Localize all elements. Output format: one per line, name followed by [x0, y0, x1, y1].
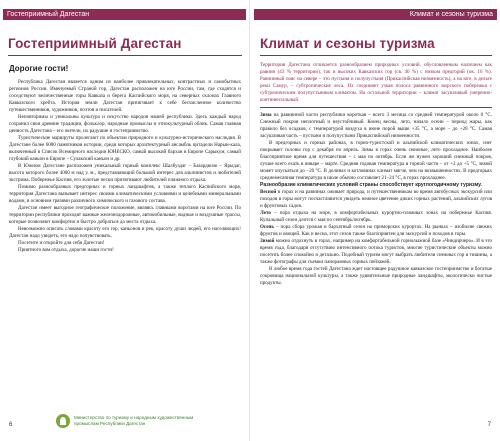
greeting-heading: Дорогие гости!: [9, 64, 69, 73]
paragraph: В Южном Дагестане расположен уникальный горный комплекс Шалбуздаг – Базардюзю – Ярыдаг, высота которого более 4000 м над у. м., представляющий большой интерес для альпинистов и любителей экстрима. Побережье Каспия, его золотые пески притягивают любителей пляжного отдыха.: [9, 163, 241, 183]
paragraph: В любое время года гостей Дагестана ждет настоящее радушное кавказское гостеприимство и богатые сокровища национальной культуры, а также удивительные природные ландшафты, экологически чистые продукты.: [260, 266, 492, 286]
paragraph: Республика Дагестан является одним из наиболее привлекательных, контрастных и самобытных регионов России. Именуемый Страной гор, Дагестан расположен на юге России, там, где сходятся и соседствуют величественные горы Кавказа и берега Каспийского моря, на северных склонах Главного Кавказского хребта. История земли Дагестан притягивает к себе бесчисленное количество путешественников, художников, поэтов и писателей.: [9, 79, 241, 113]
paragraph: Неповторимы и уникальны культура и искусство народов нашей республики. Здесь каждый народ сохранил свои древние традиции, фольклор, народные промыслы и этнокультурный облик. Самая главная ценность Дагестана – его жители, их радушие и гостеприимство.: [9, 114, 241, 134]
running-header-right: Климат и сезоны туризма: [254, 9, 497, 20]
left-column: [9, 62, 241, 254]
paragraph: Зима на равнинной части республики короткая – всего 3 месяца со средней температурой около 0 °С. Снежный покров неплотный и неустойчивый. Конец весны, лето, начало осени – период жары, как правило без осадков, с температурой воздуха в июне порой выше +35 °С, а море – до +28 °С. Самая засушливая часть – пустыни и полупустыни Прикаспийской низменности.: [260, 112, 492, 139]
page-title-left: Гостеприимный Дагестан: [8, 36, 182, 51]
paragraph: В предгорных и горных районах, в горно-туристской и альпийской климатических зонах, снег покрывает склоны гор с декабря по апрель. Зимы в горах очень снежные, лето прохладное. Наиболее благоприятное время для путешествия – с мая по октябрь. Если же нужен хороший снежный покров, лучше всего ехать в январе – марте. Средняя годовая температура в горной части – от +2 до +5 °С, зимой может опускаться до −20 °С. В долинах и котловинах климат мягче, чем на возвышенностях. В предгорьях среднемесячная температура в июле обычно составляет 21–24 °С, в горах прохладнее.: [260, 140, 492, 181]
paragraph: Невозможно описать словами красоту его гор, каньонов и рек, красоту души людей, его населяющих! Дагестан надо увидеть, его надо почувствовать.: [9, 226, 241, 239]
paragraph: Посетите и откройте для себя Дагестан!: [18, 240, 105, 246]
ministry-name: Министерство по туризму и народным художественным промыслам Республики Дагестан: [74, 415, 194, 426]
paragraph: Весной в горах и на равнинах оживает природа, и путешественникам во время автобусных экскурсий или походов в горы могут посчастливится увидеть нежное цветение диких горных растений, альпийских лугов и фруктовых садов.: [260, 189, 492, 209]
paragraph: Помимо разнообразных предгорных и горных ландшафтов, а также теплого Каспийского моря, территория Дагестана вызывает интерес своими климатическими условиями и целебными минеральными водами, в основном грязями различного химического и газового состава.: [9, 184, 241, 204]
title-rule-right: [260, 55, 492, 56]
page-title-right: Климат и сезоны туризма: [260, 36, 435, 51]
ministry-footer: [56, 411, 206, 431]
bold-statement: Разнообразие климатических условий страны способствует круглогодичному туризму.: [260, 182, 482, 188]
paragraph: Дагестан имеет выгодное географическое положение, являясь главными воротами на юге России. По территории республики проходят важные железнодорожные, автомобильные, водные и воздушные трассы, которые позволяют комфортно и быстро добраться до места отдыха.: [9, 205, 241, 225]
paragraph: Приятного вам отдыха, дорогие наши гости!: [18, 247, 114, 253]
page-number-left: 6: [9, 422, 13, 428]
lead-paragraph: [260, 62, 492, 108]
paragraph: Туристические маршруты пролегают по объектам природного и культурно-исторического наследия. В Дагестане более 6000 памятников истории, среди которых архитектурный ансамбль цитадели Нарын-кала, включенный в Список Всемирного наследия ЮНЕСКО, самый высокий бархан в Европе Сарыкум, самый глубокий каньон в Европе – Сулакский каньон и др.: [9, 135, 241, 162]
ministry-logo-icon: [56, 414, 70, 428]
title-rule-left: [8, 55, 242, 56]
paragraph: Лето – пора отдыха на море, в комфортабельных курортно-пляжных зонах на побережье Каспия. Купальный сезон длится с мая по сентябрь/октябрь.: [260, 210, 492, 223]
running-header-left: Гостеприимный Дагестан: [3, 9, 246, 20]
lead-text: Территория Дагестана отличается разнообразием природных условий, обусловленным наличием как равнин (43 % территории), так и высоких Кавказских гор (св. 40 %) с низком предгорий (ок. 16 %). Равнинный пояс на севере – это пустыня и полупустыня (Прикаспийская низменность), а на юге, в дельте реки Самур, – субтропические леса. Их соединяет узкая полоса равнинного морского побережья с субтропическим полупустынным климатом. На остальной территории – климат засушливый умеренно-континентальный.: [260, 62, 492, 103]
paragraph: Зимой можно отдохнуть в горах, например на комфортабельной горнолыжной базе «Чиндирчеро». И в это время года, благодаря отсутствию интенсивного потока туристов, многие туристические объекты можно посетить более спокойно и детально. Подобный туризм могут выбрать любители снежных гор и тишины, а также фотографы для съемки панорамных горных пейзажей.: [260, 238, 492, 265]
right-page: [250, 0, 500, 441]
paragraph: Осень – пора сбора урожая и бархатный сезон на приморских курортах. На рынках – изобилие свежих фруктов и овощей. Как и весна, этот сезон также благоприятен для экскурсий и походов в горы.: [260, 224, 492, 237]
right-column: [260, 62, 492, 287]
page-number-right: 7: [487, 422, 491, 428]
